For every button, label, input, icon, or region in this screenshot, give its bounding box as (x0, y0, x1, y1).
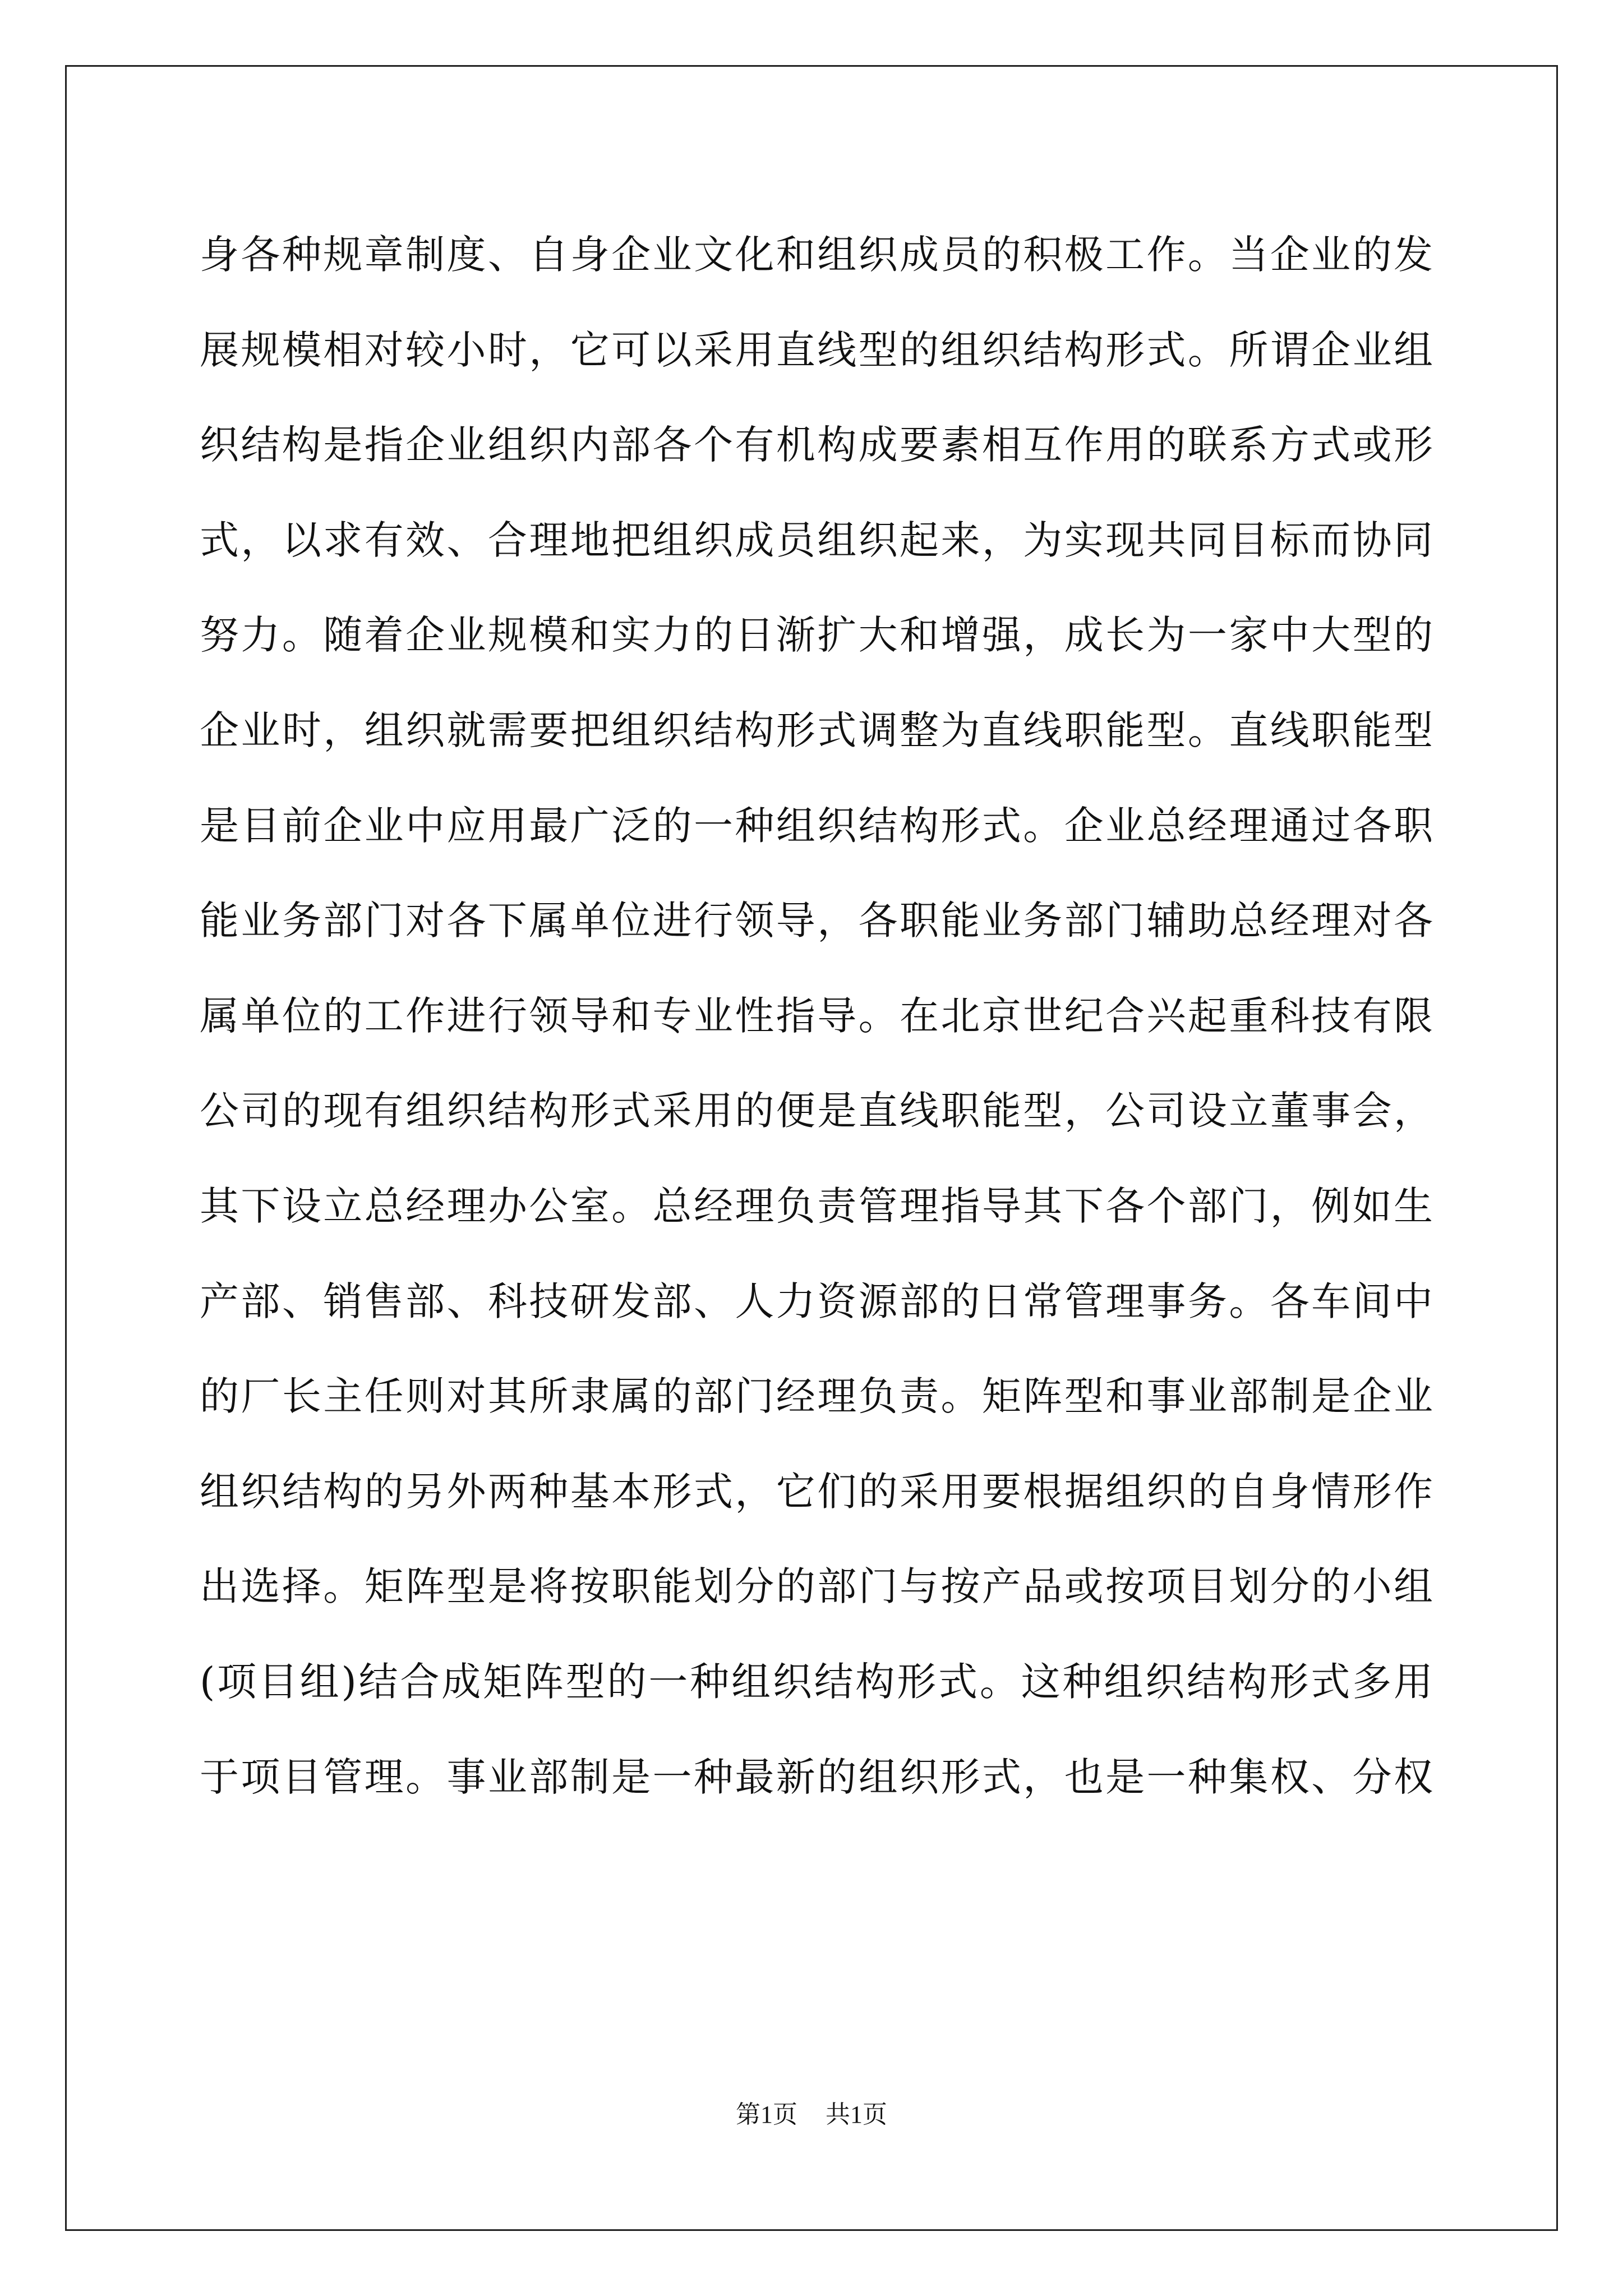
text-line: 展规模相对较小时，它可以采用直线型的组织结构形式。所谓企业组 (200, 326, 1433, 373)
document-body (200, 208, 1433, 1825)
text-line: 能业务部门对各下属单位进行领导，各职能业务部门辅助总经理对各 (200, 898, 1433, 944)
text-line: 企业时，组织就需要把组织结构形式调整为直线职能型。直线职能型 (200, 707, 1433, 753)
page-number-current: 第1页 (736, 2101, 797, 2128)
text-line: 的厂长主任则对其所隶属的部门经理负责。矩阵型和事业部制是企业 (200, 1373, 1433, 1420)
text-line: 组织结构的另外两种基本形式，它们的采用要根据组织的自身情形作 (200, 1468, 1433, 1515)
text-line: 其下设立总经理办公室。总经理负责管理指导其下各个部门，例如生 (200, 1182, 1433, 1229)
text-line: 身各种规章制度、自身企业文化和组织成员的积极工作。当企业的发 (200, 232, 1433, 278)
text-line: (项目组)结合成矩阵型的一种组织结构形式。这种组织结构形式多用 (200, 1658, 1433, 1705)
text-line: 式，以求有效、合理地把组织成员组织起来，为实现共同目标而协同 (200, 517, 1433, 563)
text-line: 出选择。矩阵型是将按职能划分的部门与按产品或按项目划分的小组 (200, 1563, 1433, 1610)
text-line: 产部、销售部、科技研发部、人力资源部的日常管理事务。各车间中 (200, 1278, 1433, 1324)
text-line: 是目前企业中应用最广泛的一种组织结构形式。企业总经理通过各职 (200, 802, 1433, 849)
text-line: 属单位的工作进行领导和专业性指导。在北京世纪合兴起重科技有限 (200, 992, 1433, 1039)
text-line: 努力。随着企业规模和实力的日渐扩大和增强，成长为一家中大型的 (200, 612, 1433, 659)
text-line: 于项目管理。事业部制是一种最新的组织形式，也是一种集权、分权 (200, 1754, 1433, 1800)
page-footer (0, 2098, 1623, 2132)
page-number-total: 共1页 (826, 2101, 887, 2128)
text-line: 织结构是指企业组织内部各个有机构成要素相互作用的联系方式或形 (200, 422, 1433, 468)
text-line: 公司的现有组织结构形式采用的便是直线职能型，公司设立董事会， (200, 1088, 1433, 1134)
